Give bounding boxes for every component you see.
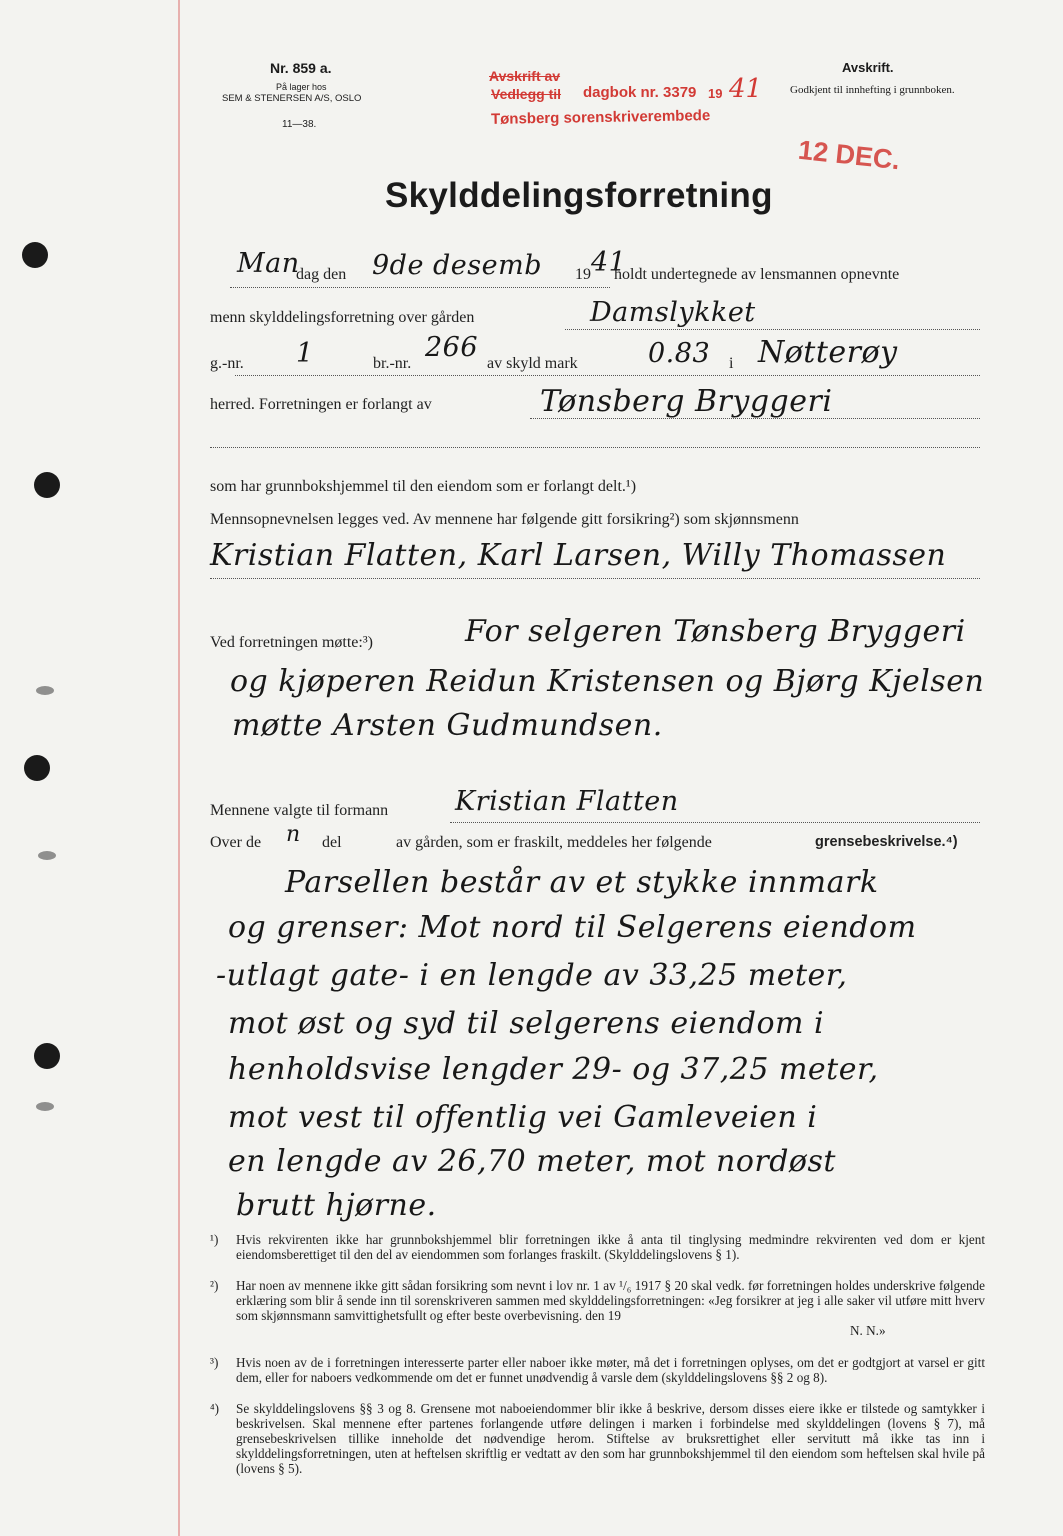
smudge-mark bbox=[38, 851, 56, 860]
label-farm: menn skylddelingsforretning over gården bbox=[210, 309, 475, 326]
description-line-4: mot øst og syd til selgerens eiendom i bbox=[228, 1006, 825, 1041]
label-over-de: Over de bbox=[210, 834, 262, 851]
hand-year: 41 bbox=[591, 247, 627, 278]
hand-weekday: Man bbox=[237, 248, 300, 279]
hand-brnr: 266 bbox=[425, 332, 479, 363]
stamp-avskrift-av: Avskrift av bbox=[489, 68, 561, 84]
label-del: del bbox=[322, 834, 342, 851]
hand-requester: Tønsberg Bryggeri bbox=[540, 384, 833, 419]
fill-line bbox=[530, 418, 980, 419]
hand-del: n bbox=[286, 822, 301, 847]
fill-line bbox=[565, 329, 980, 330]
description-line-6: mot vest til offentlig vei Gamleveien i bbox=[228, 1100, 818, 1135]
footnote-text: Hvis noen av de i forretningen interesserte parter eller naboer ikke møter, må det i forretningen oplyses, om det er godtgjort at varsel er gitt dem, eller for naboers vedkommende om det er funnet unødvendig å varsle dem (skylddelingslovens §§ 2 og 8). bbox=[236, 1355, 985, 1385]
label-attended: Ved forretningen møtte:³) bbox=[210, 634, 373, 651]
stamp-year-hand: 41 bbox=[729, 74, 763, 104]
document-title: Skylddelingsforretning bbox=[385, 176, 773, 215]
footnote-text: Hvis rekvirenten ikke har grunnbokshjemmel blir forretningen ikke å anta til tinglysing medmindre rekvirenten ved dom er kjent eiendomsberettiget til den del av eiendommen som forlanges fraskilt. (Skylddelingslovens § 1). bbox=[236, 1232, 985, 1262]
hand-chairman: Kristian Flatten bbox=[455, 786, 679, 817]
publisher-line-2: SEM & STENERSEN A/S, OSLO bbox=[222, 93, 362, 104]
publisher-line-1: På lager hos bbox=[276, 82, 327, 92]
label-boundary-bold: grensebeskrivelse.⁴) bbox=[815, 834, 958, 850]
footnote-1 bbox=[210, 1232, 985, 1262]
smudge-mark bbox=[36, 1102, 54, 1111]
corner-title: Avskrift. bbox=[842, 60, 894, 75]
description-line-5: henholdsvise lengder 29- og 37,25 meter, bbox=[228, 1052, 879, 1087]
footnote-number: ⁴) bbox=[210, 1401, 219, 1416]
hand-skyld: 0.83 bbox=[648, 338, 711, 369]
stamp-date: 12 DEC. bbox=[796, 134, 902, 176]
footnote-number: ³) bbox=[210, 1355, 219, 1370]
footnote-number: ¹) bbox=[210, 1232, 219, 1247]
footnote-signature: N. N.» bbox=[850, 1323, 886, 1338]
print-date: 11—38. bbox=[282, 119, 317, 130]
fill-line bbox=[230, 287, 610, 288]
label-line1-end: holdt undertegnede av lensmannen opnevnte bbox=[614, 266, 900, 283]
hand-attended-3: møtte Arsten Gudmundsen. bbox=[232, 708, 663, 743]
punch-hole-2 bbox=[34, 472, 60, 498]
hand-attended-1: For selgeren Tønsberg Bryggeri bbox=[465, 614, 966, 649]
hand-date: 9de desemb bbox=[372, 250, 543, 281]
label-brnr: br.-nr. bbox=[373, 355, 412, 372]
label-title-holder: som har grunnbokshjemmel til den eiendom som er forlangt delt.¹) bbox=[210, 478, 637, 495]
label-chairman: Mennene valgte til formann bbox=[210, 802, 389, 819]
description-line-1: Parsellen består av et stykke innmark bbox=[285, 865, 879, 900]
form-number: Nr. 859 a. bbox=[270, 60, 332, 76]
stamp-vedlegg-til: Vedlegg til bbox=[491, 86, 562, 102]
punch-hole-4 bbox=[34, 1043, 60, 1069]
punch-hole-1 bbox=[22, 242, 48, 268]
label-appraisers: Mennsopnevnelsen legges ved. Av mennene har følgende gitt forsikring²) som skjønnsmenn bbox=[210, 511, 799, 528]
footnote-text: Har noen av mennene ikke gitt sådan forsikring som nevnt i lov nr. 1 av ¹/₆ 1917 § 20 skal vedk. før forretningen holdes underskrive følgende erklæring som blir å sende inn til sorenskriveren sammen med skylddelingsforretningen: «Jeg forsikrer at jeg i alle saker vil utføre mitt hverv som skjønnsmann samvittighetsfullt og efter beste overbevisning. den 19 bbox=[236, 1278, 985, 1323]
hand-attended-2: og kjøperen Reidun Kristensen og Bjørg Kjelsen bbox=[230, 664, 985, 699]
hand-municipality: Nøtterøy bbox=[758, 335, 898, 370]
description-line-2: og grenser: Mot nord til Selgerens eiendom bbox=[228, 910, 917, 945]
hand-gnr: 1 bbox=[296, 338, 314, 369]
description-line-8: brutt hjørne. bbox=[236, 1188, 437, 1223]
smudge-mark bbox=[36, 686, 54, 695]
footnote-2 bbox=[210, 1278, 985, 1338]
footnote-text: Se skylddelingslovens §§ 3 og 8. Grensene mot naboeiendommer blir ikke å beskrive, dersom disses eiere ikke er tilstede og samtykker i beskrivelsen. Skal mennene efter partenes forlangende utføre delingen i marken i forbindelse med skylddelingen (lovens § 7), må grensebeskrivelsen tillike inneholde det nødvendige herom. Stiftelse av bruksrettighet eller servitutt må ikke tas inn i skylddelingsforretningen, uten at heftelsen skriftlig er vedtatt av den som har grunnbokshjemmel til den eiendom som heftelsen skal hvile på (lovens § 5). bbox=[236, 1401, 985, 1476]
corner-subtitle: Godkjent til innhefting i grunnboken. bbox=[790, 84, 955, 96]
label-boundary-intro: av gården, som er fraskilt, meddeles her følgende bbox=[396, 834, 712, 851]
fill-line bbox=[210, 447, 980, 448]
hand-farm-name: Damslykket bbox=[590, 297, 756, 328]
stamp-year-prefix: 19 bbox=[708, 86, 723, 101]
label-i: i bbox=[729, 355, 734, 372]
margin-rule bbox=[178, 0, 180, 1536]
label-gnr: g.-nr. bbox=[210, 355, 244, 372]
stamp-court: Tønsberg sorenskriverembede bbox=[490, 107, 711, 128]
label-dag-den: dag den bbox=[296, 266, 347, 283]
label-skyld: av skyld mark bbox=[487, 355, 578, 372]
label-year-prefix: 19 bbox=[575, 266, 591, 283]
fill-line bbox=[450, 822, 980, 823]
fill-line bbox=[210, 578, 980, 579]
label-requested-by: herred. Forretningen er forlangt av bbox=[210, 396, 432, 413]
punch-hole-3 bbox=[24, 755, 50, 781]
stamp-dagbok-nr: dagbok nr. 3379 bbox=[583, 84, 697, 101]
footnote-3 bbox=[210, 1355, 985, 1385]
hand-appraiser-names: Kristian Flatten, Karl Larsen, Willy Thomassen bbox=[210, 538, 947, 573]
description-line-3: -utlagt gate- i en lengde av 33,25 meter, bbox=[216, 958, 848, 993]
fill-line bbox=[235, 375, 980, 376]
description-line-7: en lengde av 26,70 meter, mot nordøst bbox=[228, 1144, 836, 1179]
footnote-4 bbox=[210, 1401, 985, 1476]
footnote-number: ²) bbox=[210, 1278, 219, 1293]
